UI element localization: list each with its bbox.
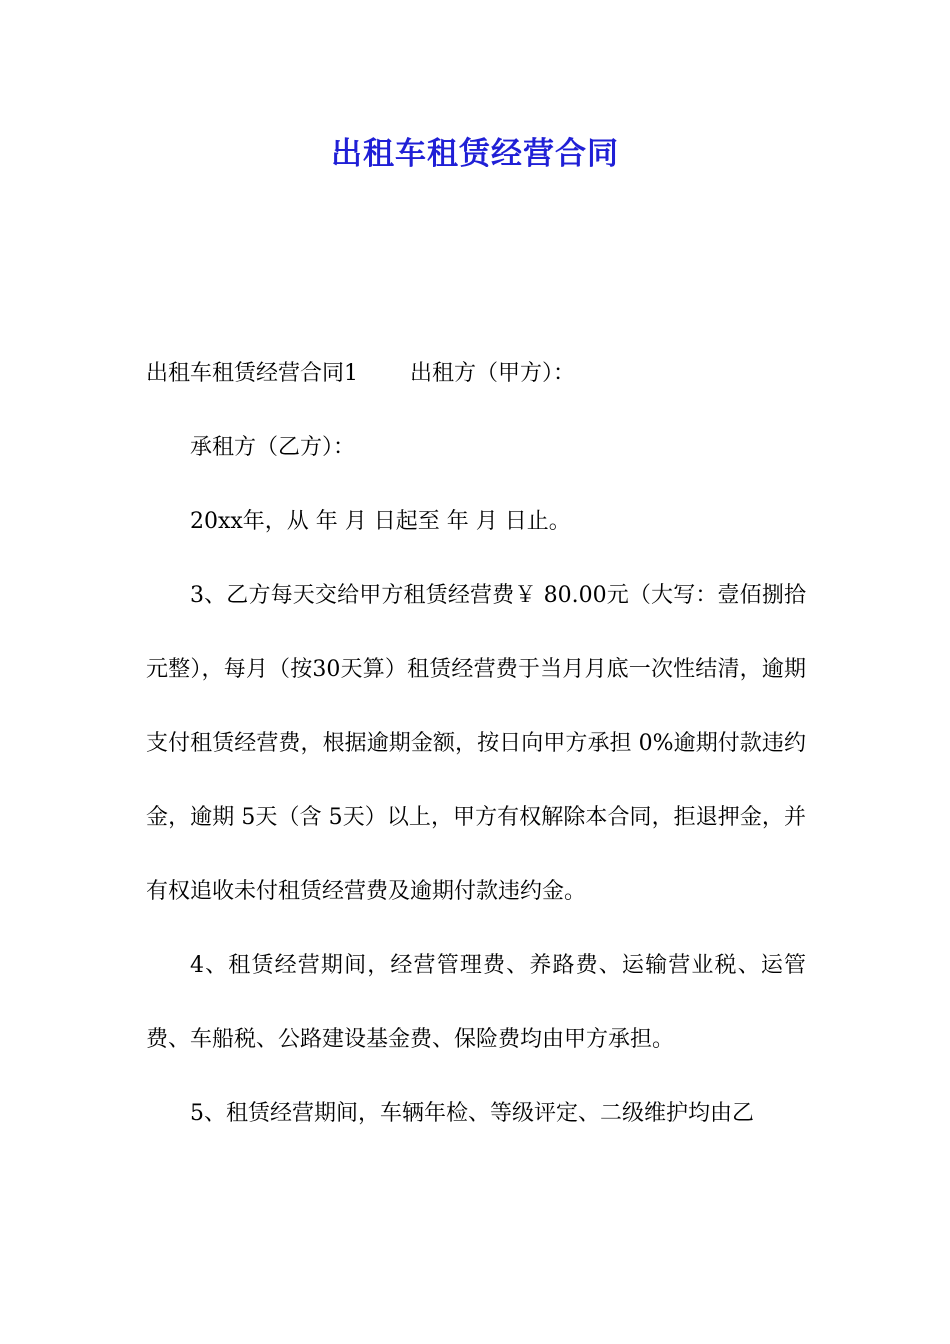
clause-5-paragraph: 5、租赁经营期间，车辆年检、等级评定、二级维护均由乙	[190, 1101, 754, 1126]
clause-3-paragraph: 3、乙方每天交给甲方租赁经营费￥ 80.00元（大写：壹佰捌拾元整），每月（按30天算）租赁经营费于当月月底一次性结清，逾期支付租赁经营费，根据逾期金额，按日向甲方承担 0%逾期付款违约金，逾期 5天（含 5天）以上，甲方有权解除本合同，拒退押金，并有权追收未付租赁经营费及逾期付款违约金。	[146, 583, 806, 904]
term-paragraph: 20xx年，从 年 月 日起至 年 月 日止。	[190, 509, 571, 534]
contract-body	[146, 337, 806, 1151]
lessor-label: 出租方（甲方）：	[410, 361, 576, 386]
document-title: 出租车租赁经营合同	[331, 136, 619, 172]
lessee-paragraph: 承租方（乙方）：	[190, 435, 356, 460]
heading-line	[146, 337, 806, 411]
contract-label: 出租车租赁经营合同1	[146, 361, 358, 386]
clause-4-paragraph: 4、租赁经营期间，经营管理费、养路费、运输营业税、运管费、车船税、公路建设基金费、保险费均由甲方承担。	[146, 953, 806, 1052]
